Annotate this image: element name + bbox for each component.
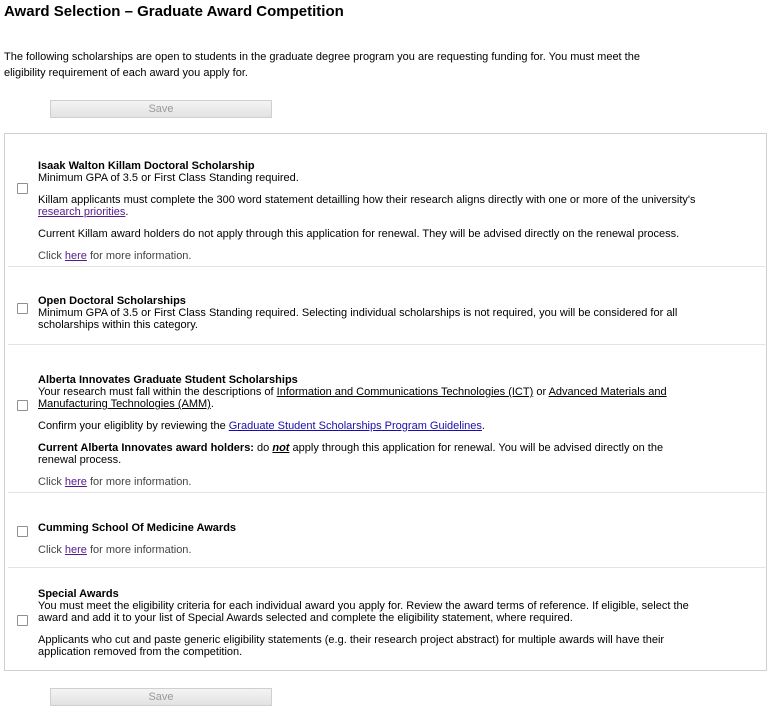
section-divider [8,567,767,568]
killam-statement-text: Killam applicants must complete the 300 word statement detailling how their research aligns directly with one or more of the university's [38,194,696,206]
program-guidelines-link[interactable]: Graduate Student Scholarships Program Guidelines [228,420,482,432]
alberta-or-text: or [536,386,547,398]
alberta-innovates-section [38,374,698,488]
cumming-more-info [38,544,698,556]
alberta-innovates-title: Alberta Innovates Graduate Student Scholarships [38,374,298,386]
cumming-here-link[interactable]: here [64,544,87,556]
killam-statement-end: . [125,206,129,218]
killam-statement [38,194,698,218]
killam-checkbox[interactable] [17,183,28,194]
intro-text: The following scholarships are open to students in the graduate degree program you are requesting funding for. You must meet the eligibility requirement of each award you apply for. [4,51,640,79]
killam-section [38,160,698,262]
cumming-section [38,522,698,556]
alberta-desc-text: Your research must fall within the descriptions of [38,386,274,398]
save-button-top[interactable]: Save [50,100,272,118]
alberta-holders-do: do [257,442,270,454]
special-awards-section [38,588,698,658]
alberta-holders-not: not [272,442,290,454]
alberta-innovates-desc [38,386,698,410]
alberta-more-text: for more information. [90,476,192,488]
open-doctoral-section [38,295,698,331]
cumming-title: Cumming School Of Medicine Awards [38,522,237,534]
cumming-checkbox[interactable] [17,526,28,537]
section-divider [8,266,767,267]
page-title: Award Selection – Graduate Award Competition [4,3,344,20]
open-doctoral-title: Open Doctoral Scholarships [38,295,186,307]
amm-link[interactable]: Advanced Materials and Manufacturing Technologies (AMM) [38,386,667,410]
section-divider [8,344,767,345]
alberta-here-link[interactable]: here [64,476,87,488]
special-awards-desc: You must meet the eligibility criteria for each individual award you apply for. Review the award terms of reference. If eligible, select the award and add it to your list of Special Awards selected and complete the eligibility statement, where required. [38,600,689,624]
alberta-click-text: Click [38,476,62,488]
alberta-confirm-text: Confirm your eligiblity by reviewing the [38,420,226,432]
killam-more-text: for more information. [90,250,192,262]
open-doctoral-desc: Minimum GPA of 3.5 or First Class Standing required. Selecting individual scholarships is not required, you will be considered for all scholarships within this category. [38,307,678,331]
alberta-confirm-end: . [481,420,485,432]
killam-more-info [38,250,698,262]
special-awards-title: Special Awards [38,588,119,600]
special-awards-warning: Applicants who cut and paste generic eligibility statements (e.g. their research project abstract) for multiple awards will have their application removed from the competition. [38,634,665,658]
killam-title: Isaak Walton Killam Doctoral Scholarship [38,160,255,172]
ict-link[interactable]: Information and Communications Technologies (ICT) [276,386,534,398]
alberta-holders-note [38,442,698,466]
killam-here-link[interactable]: here [64,250,87,262]
alberta-innovates-checkbox[interactable] [17,400,28,411]
alberta-holders-label: Current Alberta Innovates award holders: [38,442,254,454]
alberta-confirm [38,420,698,432]
save-button-bottom[interactable]: Save [50,688,272,706]
section-divider [8,492,767,493]
alberta-desc-end: . [210,398,214,410]
killam-renewal: Current Killam award holders do not apply through this application for renewal. They will be advised directly on the renewal process. [38,228,680,240]
killam-gpa: Minimum GPA of 3.5 or First Class Standing required. [38,172,299,184]
cumming-click-text: Click [38,544,62,556]
cumming-more-text: for more information. [90,544,192,556]
alberta-holders-rest: apply through this application for renewal. You will be advised directly on the renewal process. [38,442,664,466]
killam-click-text: Click [38,250,62,262]
open-doctoral-checkbox[interactable] [17,303,28,314]
special-awards-checkbox[interactable] [17,615,28,626]
research-priorities-link[interactable]: research priorities [38,206,126,218]
alberta-more-info [38,476,698,488]
